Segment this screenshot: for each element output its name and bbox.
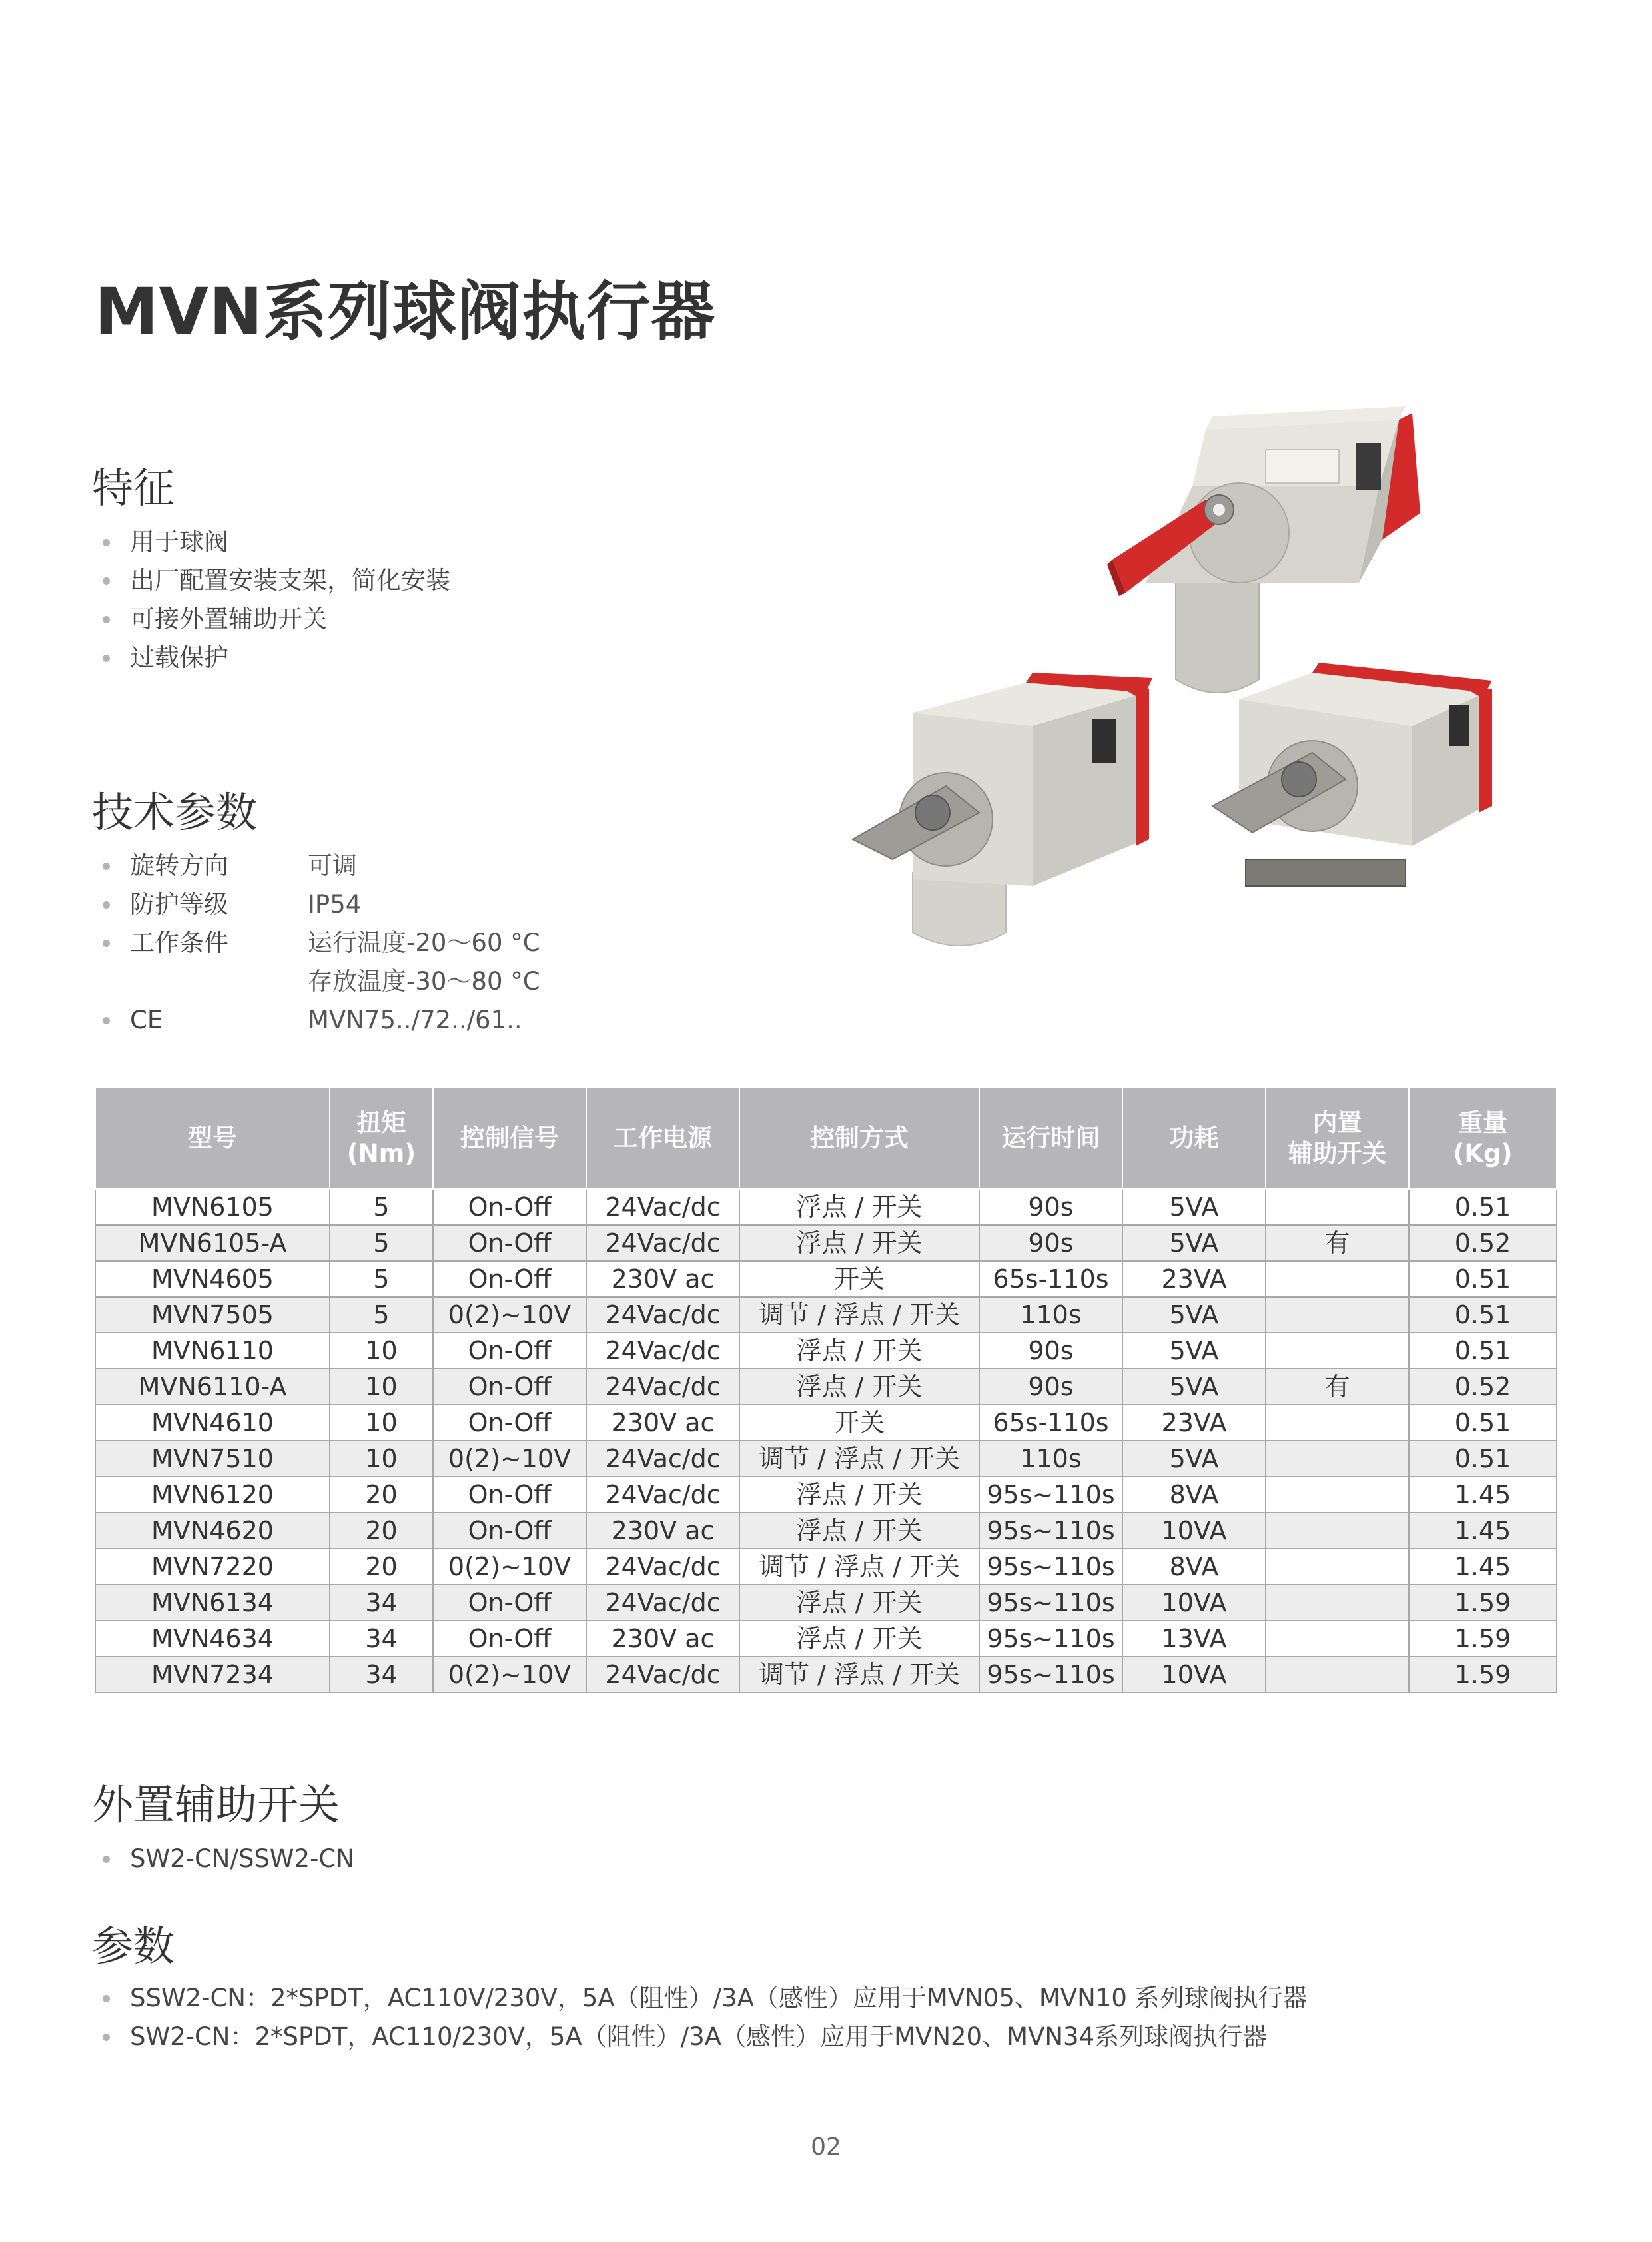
cell-builtin-aux-switch xyxy=(1266,1189,1409,1225)
cell-model: MVN6105 xyxy=(95,1189,330,1225)
feature-item: 过载保护 xyxy=(95,639,450,677)
tech-value: 运行温度-20～60 °C xyxy=(308,929,540,957)
cell-weight: 0.51 xyxy=(1409,1297,1557,1333)
bullet-dot xyxy=(103,901,110,909)
cell-torque: 20 xyxy=(330,1513,433,1549)
cell-torque: 20 xyxy=(330,1477,433,1513)
cell-control-mode: 浮点 / 开关 xyxy=(739,1477,979,1513)
feature-item: 可接外置辅助开关 xyxy=(95,600,450,639)
tech-row xyxy=(95,885,694,924)
cell-power-consumption: 10VA xyxy=(1122,1513,1266,1549)
col-header-run-time: 运行时间 xyxy=(979,1088,1122,1189)
cell-weight: 0.51 xyxy=(1409,1441,1557,1477)
table-row xyxy=(95,1477,1557,1513)
cell-control-signal: On-Off xyxy=(433,1513,586,1549)
cell-builtin-aux-switch xyxy=(1266,1441,1409,1477)
cell-power-consumption: 23VA xyxy=(1122,1261,1266,1297)
table-row xyxy=(95,1441,1557,1477)
cell-power-consumption: 10VA xyxy=(1122,1585,1266,1621)
spec-table xyxy=(95,1087,1557,1693)
cell-weight: 1.59 xyxy=(1409,1621,1557,1657)
cell-power-consumption: 5VA xyxy=(1122,1333,1266,1369)
cell-weight: 0.51 xyxy=(1409,1261,1557,1297)
cell-run-time: 90s xyxy=(979,1333,1122,1369)
aux-heading: 外置辅助开关 xyxy=(92,1780,340,1829)
col-header-control-signal: 控制信号 xyxy=(433,1088,586,1189)
cell-control-signal: On-Off xyxy=(433,1477,586,1513)
page-title: MVN系列球阀执行器 xyxy=(95,274,716,349)
cell-weight: 0.51 xyxy=(1409,1189,1557,1225)
cell-weight: 1.45 xyxy=(1409,1513,1557,1549)
cell-control-mode: 浮点 / 开关 xyxy=(739,1225,979,1261)
cell-model: MVN6110-A xyxy=(95,1369,330,1405)
table-row xyxy=(95,1513,1557,1549)
cell-control-signal: 0(2)~10V xyxy=(433,1297,586,1333)
cell-power-consumption: 5VA xyxy=(1122,1189,1266,1225)
cell-model: MVN7234 xyxy=(95,1657,330,1692)
cell-builtin-aux-switch xyxy=(1266,1549,1409,1585)
params-item: SW2-CN：2*SPDT，AC110/230V，5A（阻性）/3A（感性）应用于MVN20、MVN34系列球阀执行器 xyxy=(95,2018,1308,2056)
cell-torque: 5 xyxy=(330,1189,433,1225)
cell-torque: 5 xyxy=(330,1297,433,1333)
tech-label: 工作条件 xyxy=(130,929,228,957)
cell-weight: 0.51 xyxy=(1409,1405,1557,1441)
bullet-dot xyxy=(103,1017,110,1024)
table-row xyxy=(95,1549,1557,1585)
cell-builtin-aux-switch xyxy=(1266,1405,1409,1441)
aux-item: SW2-CN/SSW2-CN xyxy=(95,1840,354,1878)
col-header-power-supply: 工作电源 xyxy=(586,1088,739,1189)
cell-control-mode: 调节 / 浮点 / 开关 xyxy=(739,1549,979,1585)
cell-model: MVN7505 xyxy=(95,1297,330,1333)
cell-builtin-aux-switch xyxy=(1266,1513,1409,1549)
cell-control-mode: 开关 xyxy=(739,1405,979,1441)
cell-weight: 1.59 xyxy=(1409,1585,1557,1621)
tech-label: CE xyxy=(130,1006,163,1034)
cell-weight: 1.45 xyxy=(1409,1549,1557,1585)
cell-power-supply: 24Vac/dc xyxy=(586,1585,739,1621)
features-heading: 特征 xyxy=(92,464,175,512)
feature-item: 用于球阀 xyxy=(95,523,450,561)
cell-control-signal: On-Off xyxy=(433,1369,586,1405)
cell-power-supply: 24Vac/dc xyxy=(586,1441,739,1477)
cell-control-mode: 开关 xyxy=(739,1261,979,1297)
cell-model: MVN6110 xyxy=(95,1333,330,1369)
cell-torque: 34 xyxy=(330,1657,433,1692)
cell-run-time: 95s~110s xyxy=(979,1621,1122,1657)
cell-control-mode: 调节 / 浮点 / 开关 xyxy=(739,1657,979,1692)
cell-builtin-aux-switch xyxy=(1266,1657,1409,1692)
cell-run-time: 65s-110s xyxy=(979,1405,1122,1441)
table-row xyxy=(95,1297,1557,1333)
cell-control-mode: 调节 / 浮点 / 开关 xyxy=(739,1297,979,1333)
cell-power-consumption: 13VA xyxy=(1122,1621,1266,1657)
cell-run-time: 95s~110s xyxy=(979,1477,1122,1513)
cell-torque: 10 xyxy=(330,1333,433,1369)
col-header-weight: 重量 (Kg) xyxy=(1409,1088,1557,1189)
cell-power-supply: 230V ac xyxy=(586,1513,739,1549)
tech-label: 防护等级 xyxy=(130,890,228,919)
params-heading: 参数 xyxy=(92,1922,175,1970)
col-header-power-consumption: 功耗 xyxy=(1122,1088,1266,1189)
cell-power-supply: 24Vac/dc xyxy=(586,1477,739,1513)
tech-row xyxy=(95,1001,694,1040)
cell-control-signal: On-Off xyxy=(433,1189,586,1225)
cell-control-signal: On-Off xyxy=(433,1333,586,1369)
cell-model: MVN6105-A xyxy=(95,1225,330,1261)
cell-builtin-aux-switch xyxy=(1266,1621,1409,1657)
tech-row xyxy=(95,847,694,885)
tech-heading: 技术参数 xyxy=(92,788,258,837)
cell-control-signal: 0(2)~10V xyxy=(433,1441,586,1477)
cell-control-mode: 浮点 / 开关 xyxy=(739,1621,979,1657)
cell-torque: 10 xyxy=(330,1441,433,1477)
cell-model: MVN4634 xyxy=(95,1621,330,1657)
cell-run-time: 95s~110s xyxy=(979,1513,1122,1549)
table-row xyxy=(95,1333,1557,1369)
cell-builtin-aux-switch xyxy=(1266,1585,1409,1621)
tech-value: 可调 xyxy=(308,851,357,880)
cell-builtin-aux-switch xyxy=(1266,1477,1409,1513)
cell-control-signal: 0(2)~10V xyxy=(433,1657,586,1692)
cell-power-supply: 24Vac/dc xyxy=(586,1333,739,1369)
table-row xyxy=(95,1405,1557,1441)
cell-model: MVN6120 xyxy=(95,1477,330,1513)
aux-list xyxy=(95,1840,354,1878)
cell-power-consumption: 10VA xyxy=(1122,1657,1266,1692)
cell-power-supply: 24Vac/dc xyxy=(586,1549,739,1585)
cell-power-supply: 230V ac xyxy=(586,1405,739,1441)
bullet-dot xyxy=(103,863,110,870)
actuator-bracket-right-image xyxy=(1212,663,1492,886)
cell-power-consumption: 23VA xyxy=(1122,1405,1266,1441)
cell-power-consumption: 8VA xyxy=(1122,1549,1266,1585)
cell-control-signal: On-Off xyxy=(433,1405,586,1441)
cell-builtin-aux-switch xyxy=(1266,1333,1409,1369)
features-list xyxy=(95,523,450,677)
cell-run-time: 95s~110s xyxy=(979,1657,1122,1692)
cell-torque: 5 xyxy=(330,1225,433,1261)
cell-control-signal: On-Off xyxy=(433,1585,586,1621)
cell-torque: 20 xyxy=(330,1549,433,1585)
cell-run-time: 95s~110s xyxy=(979,1585,1122,1621)
cell-model: MVN7220 xyxy=(95,1549,330,1585)
tech-row xyxy=(95,962,694,1001)
cell-weight: 1.59 xyxy=(1409,1657,1557,1692)
tech-row xyxy=(95,924,694,962)
cell-weight: 0.52 xyxy=(1409,1225,1557,1261)
table-row xyxy=(95,1225,1557,1261)
cell-control-mode: 浮点 / 开关 xyxy=(739,1189,979,1225)
table-row xyxy=(95,1369,1557,1405)
cell-weight: 0.52 xyxy=(1409,1369,1557,1405)
cell-model: MVN6134 xyxy=(95,1585,330,1621)
cell-builtin-aux-switch: 有 xyxy=(1266,1225,1409,1261)
cell-torque: 34 xyxy=(330,1585,433,1621)
cell-power-supply: 230V ac xyxy=(586,1621,739,1657)
cell-model: MVN4610 xyxy=(95,1405,330,1441)
table-row xyxy=(95,1621,1557,1657)
cell-power-supply: 24Vac/dc xyxy=(586,1297,739,1333)
cell-control-mode: 浮点 / 开关 xyxy=(739,1369,979,1405)
cell-power-consumption: 5VA xyxy=(1122,1441,1266,1477)
product-photos xyxy=(833,380,1512,992)
col-header-torque: 扭矩 (Nm) xyxy=(330,1088,433,1189)
actuator-with-handle-image xyxy=(1107,406,1420,693)
bullet-dot xyxy=(103,940,110,947)
cell-torque: 5 xyxy=(330,1261,433,1297)
cell-model: MVN7510 xyxy=(95,1441,330,1477)
cell-builtin-aux-switch xyxy=(1266,1261,1409,1297)
cell-run-time: 95s~110s xyxy=(979,1549,1122,1585)
cell-control-signal: 0(2)~10V xyxy=(433,1549,586,1585)
cell-run-time: 90s xyxy=(979,1225,1122,1261)
cell-control-signal: On-Off xyxy=(433,1621,586,1657)
table-header-row xyxy=(95,1088,1557,1189)
table-row xyxy=(95,1261,1557,1297)
actuator-bracket-left-image xyxy=(853,673,1152,946)
cell-torque: 10 xyxy=(330,1405,433,1441)
tech-spec-list xyxy=(95,847,694,1040)
cell-power-supply: 24Vac/dc xyxy=(586,1369,739,1405)
cell-run-time: 110s xyxy=(979,1441,1122,1477)
cell-power-supply: 230V ac xyxy=(586,1261,739,1297)
params-list xyxy=(95,1979,1308,2056)
params-item: SSW2-CN：2*SPDT，AC110V/230V，5A（阻性）/3A（感性）应用于MVN05、MVN10 系列球阀执行器 xyxy=(95,1979,1308,2018)
cell-builtin-aux-switch: 有 xyxy=(1266,1369,1409,1405)
cell-control-mode: 浮点 / 开关 xyxy=(739,1513,979,1549)
cell-run-time: 90s xyxy=(979,1189,1122,1225)
cell-power-consumption: 5VA xyxy=(1122,1225,1266,1261)
col-header-builtin-aux-switch: 内置 辅助开关 xyxy=(1266,1088,1409,1189)
cell-control-mode: 浮点 / 开关 xyxy=(739,1333,979,1369)
cell-power-supply: 24Vac/dc xyxy=(586,1657,739,1692)
cell-weight: 1.45 xyxy=(1409,1477,1557,1513)
tech-label: 旋转方向 xyxy=(130,851,228,880)
tech-value: 存放温度-30～80 °C xyxy=(308,967,540,996)
cell-power-consumption: 5VA xyxy=(1122,1369,1266,1405)
col-header-control-mode: 控制方式 xyxy=(739,1088,979,1189)
cell-power-consumption: 8VA xyxy=(1122,1477,1266,1513)
cell-builtin-aux-switch xyxy=(1266,1297,1409,1333)
tech-value: MVN75../72../61.. xyxy=(308,1006,522,1034)
cell-run-time: 90s xyxy=(979,1369,1122,1405)
cell-model: MVN4605 xyxy=(95,1261,330,1297)
cell-torque: 34 xyxy=(330,1621,433,1657)
cell-power-supply: 24Vac/dc xyxy=(586,1189,739,1225)
table-row xyxy=(95,1585,1557,1621)
cell-control-mode: 浮点 / 开关 xyxy=(739,1585,979,1621)
cell-power-supply: 24Vac/dc xyxy=(586,1225,739,1261)
table-row xyxy=(95,1189,1557,1225)
feature-item: 出厂配置安装支架，简化安装 xyxy=(95,561,450,600)
col-header-model: 型号 xyxy=(95,1088,330,1189)
cell-control-signal: On-Off xyxy=(433,1261,586,1297)
table-body xyxy=(95,1189,1557,1692)
cell-run-time: 110s xyxy=(979,1297,1122,1333)
cell-control-signal: On-Off xyxy=(433,1225,586,1261)
cell-power-consumption: 5VA xyxy=(1122,1297,1266,1333)
cell-model: MVN4620 xyxy=(95,1513,330,1549)
table-row xyxy=(95,1657,1557,1692)
page-number: 02 xyxy=(811,2133,841,2161)
cell-torque: 10 xyxy=(330,1369,433,1405)
cell-weight: 0.51 xyxy=(1409,1333,1557,1369)
cell-control-mode: 调节 / 浮点 / 开关 xyxy=(739,1441,979,1477)
cell-run-time: 65s-110s xyxy=(979,1261,1122,1297)
tech-value: IP54 xyxy=(308,890,362,919)
